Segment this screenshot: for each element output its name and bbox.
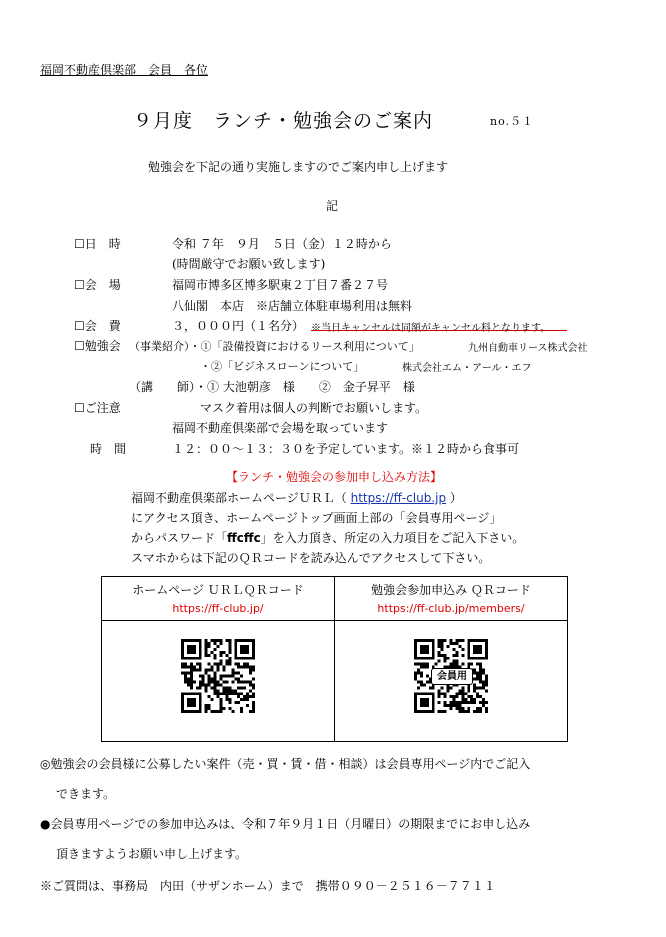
ki-mark: 記	[326, 199, 339, 213]
caution-line-2: 福岡不動産倶楽部で会場を取っています	[172, 421, 389, 435]
caution-label: ☐ご注意	[74, 401, 121, 415]
date-value: 令和 ７年 ９月 ５日（金）１２時から	[172, 237, 392, 251]
fee-note-underline	[311, 330, 567, 331]
note-1-line-1: ◎勉強会の会員様に公募したい案件（売・買・賃・借・相談）は会員専用ページ内でご記入	[40, 757, 531, 771]
note-1-line-2: できます。	[56, 787, 116, 801]
intro-text: 勉強会を下記の通り実施しますのでご案内申し上げます	[148, 160, 449, 174]
note-3: ※ご質問は、事務局 内田（サザンホーム）まで 携帯０９０－２５１６－７７１１	[40, 879, 496, 893]
date-note: (時間厳守でお願い致します)	[172, 257, 326, 271]
issue-number: no.５１	[490, 115, 535, 128]
apply-line-3-pre: からパスワード「	[131, 531, 228, 545]
study-label: ☐勉強会	[74, 339, 121, 353]
apply-heading: 【ランチ・勉強会の参加申し込み方法】	[226, 470, 443, 484]
password-text: ffcffc	[227, 531, 261, 545]
fee-label: ☐会 費	[74, 319, 121, 333]
venue-place: 八仙閣 本店 ※店舗立体駐車場利用は無料	[172, 299, 413, 313]
apply-line-1	[131, 489, 462, 506]
qr-left-header	[102, 577, 335, 621]
apply-line-3	[131, 529, 524, 546]
study-item-2: ・②「ビジネスローンについて」	[200, 360, 365, 373]
page-title: ９月度 ランチ・勉強会のご案内	[133, 110, 434, 132]
qr-left-url[interactable]: https://ff-club.jp/	[172, 602, 264, 615]
study-intro: （事業紹介）・①「設備投資におけるリース利用について」	[129, 340, 420, 353]
apply-line-1-pre: 福岡不動産倶楽部ホームページＵＲＬ（	[131, 491, 347, 505]
qr-right-url[interactable]: https://ff-club.jp/members/	[377, 602, 525, 615]
note-2-line-1: ●会員専用ページでの参加申込みは、令和７年９月１日（月曜日）の期限までにお申し込み	[40, 817, 531, 831]
addressee: 福岡不動産倶楽部 会員 各位	[40, 63, 209, 77]
apply-line-4: スマホからは下記のＱＲコードを読み込んでアクセスして下さい。	[131, 551, 491, 565]
qr-right-cell	[335, 621, 568, 742]
study-company-1: 九州自動車リース株式会社	[468, 343, 588, 354]
study-company-2: 株式会社エム・アール・エフ	[402, 363, 532, 374]
apply-line-3-post: 」を入力頂き、所定の入力項目をご記入下さい。	[260, 531, 525, 545]
qr-code-icon	[181, 639, 255, 713]
qr-table	[101, 576, 568, 742]
fee-value: ３，０００円（１名分）	[172, 319, 305, 333]
venue-address: 福岡市博多区博多駅東２丁目７番２７号	[172, 278, 389, 292]
caution-line-1: マスク着用は個人の判断でお願いします。	[200, 401, 428, 415]
study-lecturer: （講 師）・① 大池朝彦 様 ② 金子昇平 様	[129, 380, 415, 394]
date-label: ☐日 時	[74, 237, 121, 251]
apply-line-1-post: ）	[449, 491, 462, 505]
members-qr-code[interactable]	[414, 639, 488, 717]
members-badge: 会員用	[431, 668, 473, 685]
note-2-line-2: 頂きますようお願い申し上げます。	[56, 847, 248, 861]
qr-left-title: ホームページ ＵＲＬＱＲコード	[132, 583, 304, 597]
time-value: １２：００～１３：３０を予定しています。※１２時から食事可	[172, 442, 520, 456]
apply-line-2: にアクセス頂き、ホームページトップ画面上部の「会員専用ページ」	[131, 511, 502, 525]
fee-note: ※当日キャンセルは同額がキャンセル料となります。	[311, 323, 551, 334]
homepage-qr-code[interactable]	[181, 639, 255, 717]
qr-left-cell	[102, 621, 335, 742]
qr-right-header	[335, 577, 568, 621]
qr-right-title: 勉強会参加申込み ＱＲコード	[371, 583, 531, 597]
venue-label: ☐会 場	[74, 278, 121, 292]
homepage-link[interactable]: https://ff-club.jp	[350, 491, 447, 505]
time-label: 時 間	[90, 442, 127, 456]
